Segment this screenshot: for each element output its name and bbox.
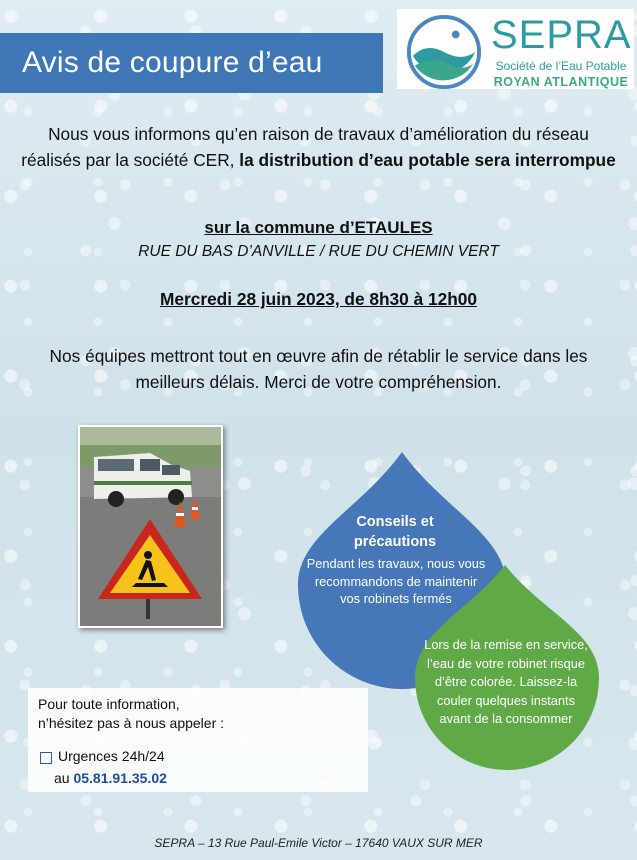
intro-bold-text: la distribution d’eau potable sera interrompue <box>239 150 616 170</box>
page-title: Avis de coupure d’eau <box>22 46 323 79</box>
advice-during-text: Pendant les travaux, nous vous recommandons de maintenir vos robinets fermés <box>306 556 486 606</box>
advice-after-text: Lors de la remise en service, l’eau de votre robinet risque d’être colorée. Laissez-la couler quelques instants avant de la consommer <box>424 637 588 726</box>
urgences-label: Urgences 24h/24 <box>58 748 165 764</box>
streets-text: RUE DU BAS D’ANVILLE / RUE DU CHEMIN VERT <box>138 243 499 260</box>
phone-prefix: au <box>54 770 70 786</box>
logo-subtitle: Société de l’Eau Potable <box>495 59 627 73</box>
contact-line-1: Pour toute information, <box>38 696 180 712</box>
intro-text: Nous vous informons qu’en raison de travaux d’amélioration du réseau réalisés par la société CER, <box>21 124 589 170</box>
contact-line-2: n’hésitez pas à nous appeler : <box>38 715 225 731</box>
outro-paragraph: Nos équipes mettront tout en œuvre afin de rétablir le service dans les meilleurs délais. Merci de votre compréhension. <box>49 346 588 392</box>
commune-heading: sur la commune d’ETAULES <box>204 218 433 237</box>
phone-number[interactable]: 05.81.91.35.02 <box>73 770 167 786</box>
logo-name: SEPRA <box>491 13 632 57</box>
logo-region: ROYAN ATLANTIQUE <box>493 75 629 89</box>
date-heading: Mercredi 28 juin 2023, de 8h30 à 12h00 <box>160 289 477 309</box>
advice-title: Conseils et précautions <box>353 514 437 550</box>
contact-box <box>28 688 368 792</box>
footer-address: SEPRA – 13 Rue Paul-Emile Victor – 17640 VAUX SUR MER <box>154 836 483 850</box>
checkbox-bullet-icon <box>40 752 52 764</box>
